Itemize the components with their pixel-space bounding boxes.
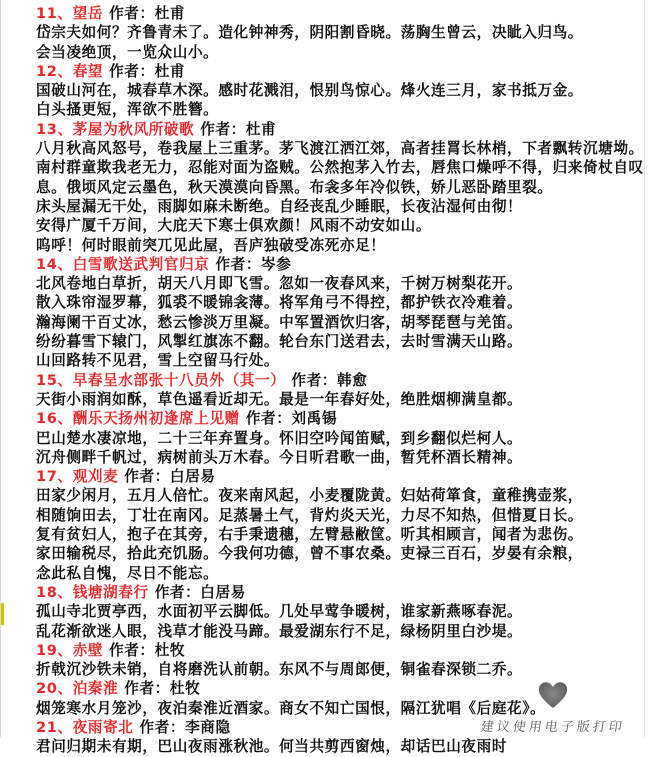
poem-11 xyxy=(36,4,634,62)
poem-line: 北风卷地白草折，胡天八月即飞雪。忽如一夜春风来，千树万树梨花开。 xyxy=(36,275,523,293)
author-label: 作者： xyxy=(139,718,186,736)
poem-author: 岑参 xyxy=(261,255,292,273)
poem-number: 18、 xyxy=(36,583,73,601)
poem-title: 望岳 xyxy=(72,5,104,22)
author-label: 作者： xyxy=(124,680,170,698)
author-label: 作者： xyxy=(215,255,262,273)
poem-line: 安得广厦千万间，大庇天下寒士俱欢颜！风雨不动安如山。 xyxy=(36,217,432,235)
poem-17 xyxy=(36,467,634,583)
poem-line: 呜呼！何时眼前突兀见此屋，吾庐独破受冻死亦足！ xyxy=(36,236,386,254)
poem-author: 杜牧 xyxy=(154,641,186,659)
poem-19 xyxy=(36,641,634,680)
author-label: 作者： xyxy=(291,371,338,389)
poem-title: 春望 xyxy=(72,62,104,80)
poem-line: 会当凌绝顶，一览众山小。 xyxy=(36,43,219,61)
poem-line: 息。俄顷风定云墨色，秋天漠漠向昏黑。布衾多年冷似铁，娇儿恶卧踏里裂。 xyxy=(36,178,553,196)
poem-line: 南村群童欺我老无力，忍能对面为盗贼。公然抱茅入竹去，唇焦口燥呼不得，归来倚杖自叹 xyxy=(36,159,644,177)
poem-line: 家田输税尽，拾此充饥肠。今我何功德，曾不事农桑。吏禄三百石，岁晏有余粮， xyxy=(36,545,583,563)
poem-13 xyxy=(36,120,644,255)
poem-title: 早春呈水部张十八员外（其一） xyxy=(72,371,286,389)
poem-line: 沉舟侧畔千帆过，病树前头万木春。今日听君歌一曲，暂凭杯酒长精神。 xyxy=(36,448,523,466)
poem-line: 岱宗夫如何？齐鲁青未了。造化钟神秀，阴阳割昏晓。荡胸生曾云，决眦入归鸟。 xyxy=(36,24,583,42)
poem-18 xyxy=(36,583,634,641)
poem-number: 19、 xyxy=(36,641,73,659)
poem-heading xyxy=(36,583,634,602)
poem-heading xyxy=(36,255,634,274)
poem-heading xyxy=(36,409,634,428)
poem-line: 相随饷田去，丁壮在南冈。足蒸暑土气，背灼炎天光，力尽不知热，但惜夏日长。 xyxy=(36,506,583,524)
watermark-text: 建议使用电子版打印 xyxy=(479,720,626,735)
poem-title: 茅屋为秋风所破歌 xyxy=(72,120,195,138)
poem-line: 国破山河在，城春草木深。感时花溅泪，恨别鸟惊心。烽火连三月，家书抵万金。 xyxy=(36,82,583,100)
poem-line: 天街小雨润如酥，草色遥看近却无。最是一年春好处，绝胜烟柳满皇都。 xyxy=(36,390,523,408)
author-label: 作者： xyxy=(245,410,292,428)
poem-title: 白雪歌送武判官归京 xyxy=(72,255,210,273)
edge-mark xyxy=(1,603,4,625)
poem-number: 17、 xyxy=(36,468,73,486)
poem-line: 折戟沉沙铁未销，自将磨洗认前朝。东风不与周郎便，铜雀春深锁二乔。 xyxy=(36,661,523,679)
poem-line: 巴山楚水凄凉地，二十三年弃置身。怀旧空吟闻笛赋，到乡翻似烂柯人。 xyxy=(36,429,523,447)
heart-icon xyxy=(537,680,569,710)
poem-author: 白居易 xyxy=(169,468,216,486)
poem-line: 纷纷暮雪下辕门，风掣红旗冻不翻。轮台东门送君去，去时雪满天山路。 xyxy=(36,333,523,351)
poem-title: 夜雨寄北 xyxy=(72,718,134,736)
poem-line: 散入珠帘湿罗幕，狐裘不暖锦衾薄。将军角弓不得控，都护铁衣冷难着。 xyxy=(36,294,523,312)
poem-number: 14、 xyxy=(36,255,73,273)
poem-heading xyxy=(36,62,634,81)
poem-line: 田家少闲月，五月人倍忙。夜来南风起，小麦覆陇黄。妇姑荷箪食，童稚携壶浆， xyxy=(36,487,583,505)
poem-heading xyxy=(36,371,634,390)
poem-line: 烟笼寒水月笼沙，夜泊秦淮近酒家。商女不知亡国恨，隔江犹唱《后庭花》。 xyxy=(36,699,546,717)
poem-title: 观刈麦 xyxy=(72,468,119,486)
poem-line: 床头屋漏无干处，雨脚如麻未断绝。自经丧乱少睡眠，长夜沾湿何由彻！ xyxy=(36,197,523,215)
poem-title: 酬乐天扬州初逢席上见赠 xyxy=(72,410,240,428)
author-label: 作者： xyxy=(109,641,155,659)
poem-heading xyxy=(36,4,634,23)
poem-line: 山回路转不见君，雪上空留马行处。 xyxy=(36,352,280,370)
poem-line: 孤山寺北贾亭西，水面初平云脚低。几处早莺争暖树，谁家新燕啄春泥。 xyxy=(36,603,523,621)
author-label: 作者： xyxy=(124,468,170,486)
poem-line: 瀚海阑干百丈冰，愁云惨淡万里凝。中军置酒饮归客，胡琴琵琶与羌笛。 xyxy=(36,313,523,331)
poem-14 xyxy=(36,255,634,371)
author-label: 作者： xyxy=(200,120,246,138)
poem-heading xyxy=(36,641,634,660)
poem-16 xyxy=(36,409,634,467)
author-label: 作者： xyxy=(154,583,201,601)
poem-title: 赤壁 xyxy=(72,641,104,659)
poem-line: 复有贫妇人，抱子在其旁，右手秉遗穗，左臂悬敝筐。听其相顾言，闻者为悲伤。 xyxy=(36,526,583,544)
poem-number: 16、 xyxy=(36,410,73,428)
poem-line: 白头搔更短，浑欲不胜簪。 xyxy=(36,101,219,119)
poem-author: 杜甫 xyxy=(154,5,186,22)
poem-author: 杜甫 xyxy=(245,120,277,138)
poem-number: 12、 xyxy=(36,62,73,80)
poem-line: 念此私自愧，尽日不能忘。 xyxy=(36,564,219,582)
poem-author: 刘禹锡 xyxy=(291,410,338,428)
poem-number: 11、 xyxy=(36,5,73,22)
poem-number: 21、 xyxy=(36,718,73,736)
poem-15 xyxy=(36,371,634,410)
poem-line: 君问归期未有期，巴山夜雨涨秋池。何当共剪西窗烛，却话巴山夜雨时 xyxy=(36,738,508,756)
poem-title: 钱塘湖春行 xyxy=(72,583,149,601)
poem-line: 八月秋高风怒号，卷我屋上三重茅。茅飞渡江洒江郊，高者挂罥长林梢，下者飘转沉塘坳。 xyxy=(36,140,644,158)
poem-title: 泊秦淮 xyxy=(72,680,119,698)
poem-number: 15、 xyxy=(36,371,73,389)
poem-author: 李商隐 xyxy=(185,718,231,736)
poem-heading xyxy=(36,467,634,486)
author-label: 作者： xyxy=(109,62,155,80)
poem-line: 乱花渐欲迷人眼，浅草才能没马蹄。最爱湖东行不足，绿杨阴里白沙堤。 xyxy=(36,622,523,640)
poem-list xyxy=(36,4,644,757)
poem-author: 白居易 xyxy=(200,583,246,601)
poem-author: 韩愈 xyxy=(337,371,368,389)
author-label: 作者： xyxy=(109,5,155,22)
poem-author: 杜甫 xyxy=(154,62,186,80)
poem-author: 杜牧 xyxy=(169,680,201,698)
poem-number: 20、 xyxy=(36,680,73,698)
poem-number: 13、 xyxy=(36,120,73,138)
poem-heading xyxy=(36,120,634,139)
poem-12 xyxy=(36,62,634,120)
